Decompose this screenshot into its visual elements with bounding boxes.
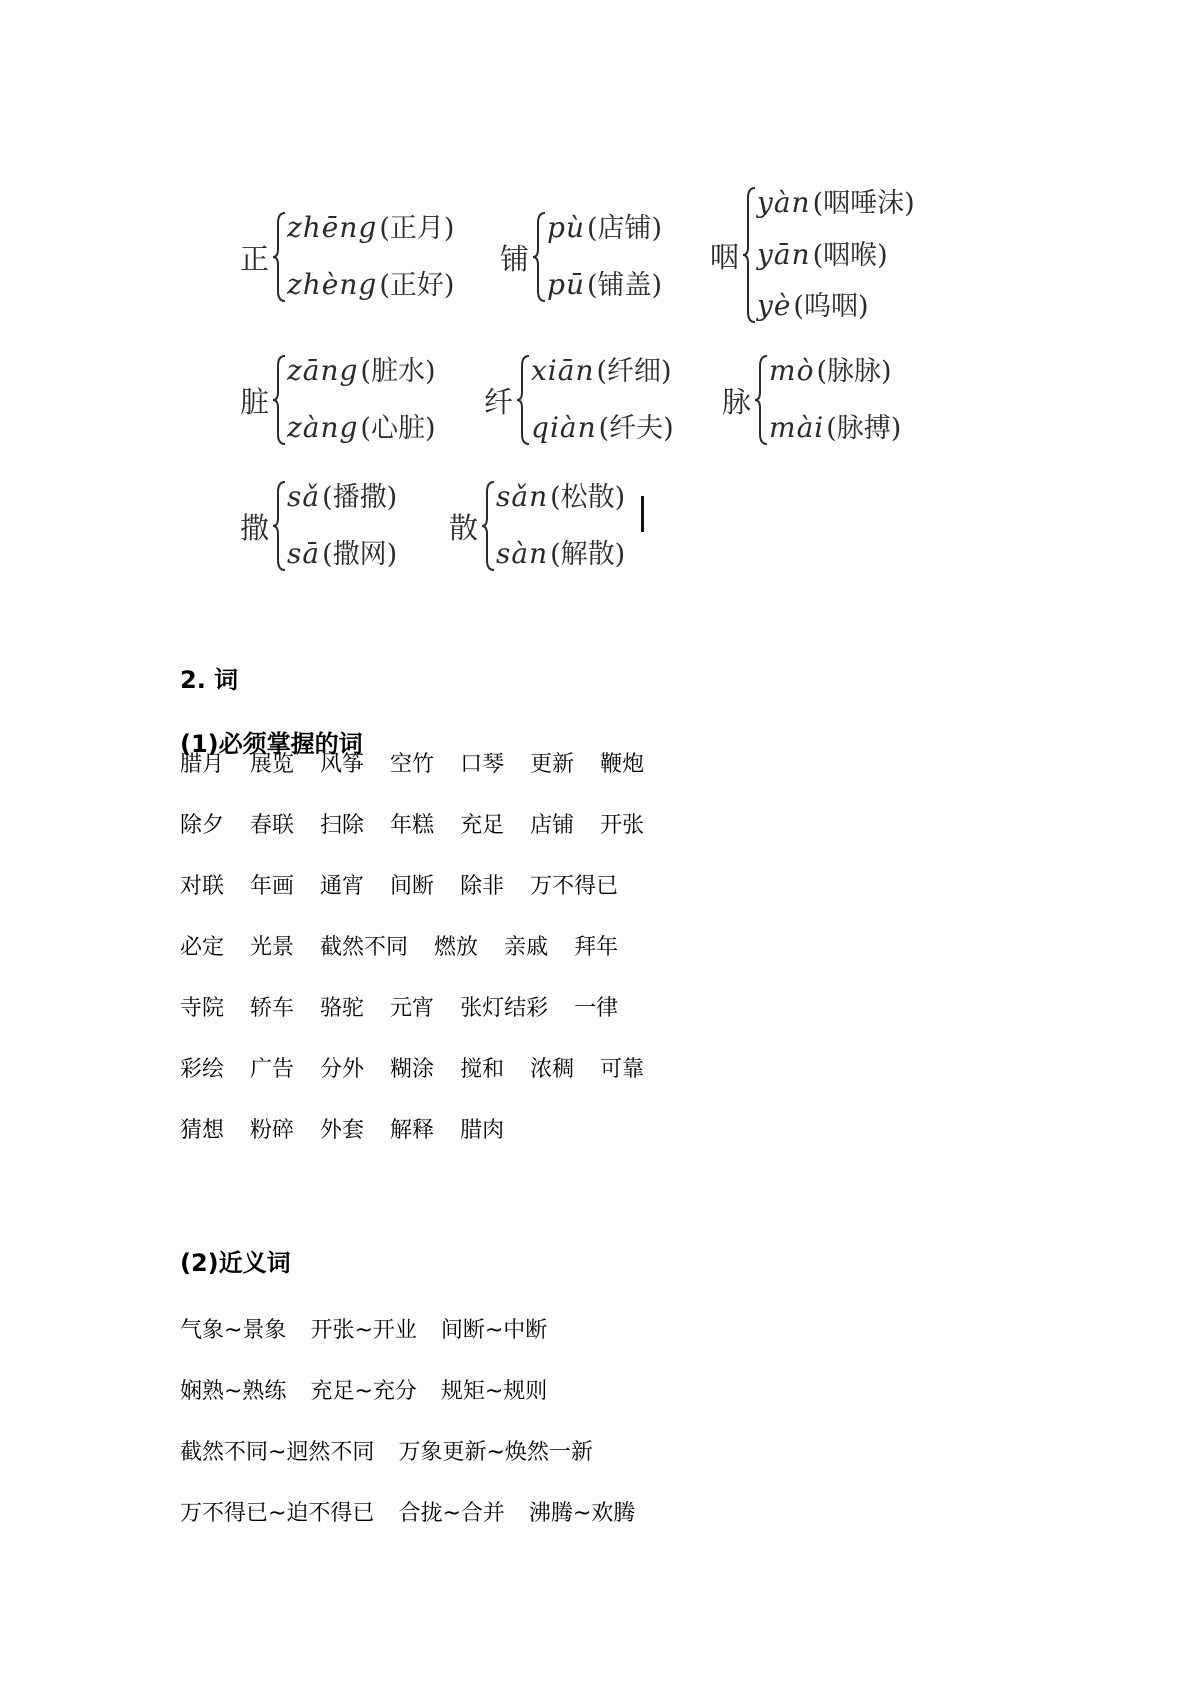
reading-item bbox=[287, 211, 454, 246]
word: 风筝 bbox=[320, 752, 365, 777]
pinyin: sā bbox=[287, 537, 321, 570]
subsection-title-must-know: (1)必须掌握的词 bbox=[180, 730, 363, 758]
word: 除夕 bbox=[180, 813, 225, 838]
word: 外套 bbox=[320, 1118, 365, 1143]
example-word: (松散) bbox=[550, 482, 626, 513]
word-row bbox=[180, 808, 670, 839]
word: 燃放 bbox=[434, 935, 479, 960]
brace-icon bbox=[480, 480, 496, 572]
polyphonic-group bbox=[710, 186, 915, 324]
word: 截然不同 bbox=[320, 935, 409, 960]
word: 解释 bbox=[390, 1118, 435, 1143]
reading-list bbox=[287, 480, 397, 572]
brace-icon bbox=[531, 211, 547, 303]
synonym-pair: 沸腾~欢腾 bbox=[528, 1501, 636, 1526]
pinyin: mò bbox=[769, 354, 815, 387]
word: 扫除 bbox=[320, 813, 365, 838]
synonym-row bbox=[180, 1313, 571, 1344]
pinyin: zhèng bbox=[287, 268, 378, 301]
reading-item bbox=[531, 354, 674, 389]
polyphonic-group bbox=[449, 480, 625, 572]
word: 鞭炮 bbox=[600, 752, 645, 777]
pinyin: yān bbox=[757, 237, 811, 271]
pinyin: qiàn bbox=[531, 411, 597, 444]
polyphonic-char: 脏 bbox=[240, 384, 270, 419]
synonym-pair: 充足~充分 bbox=[310, 1379, 417, 1404]
pinyin: pù bbox=[547, 211, 585, 244]
word: 腊月 bbox=[180, 752, 225, 777]
example-word: (播撒) bbox=[322, 482, 398, 513]
pinyin: sǎ bbox=[287, 480, 321, 513]
word: 可靠 bbox=[600, 1057, 645, 1082]
synonym-pair: 截然不同~迥然不同 bbox=[180, 1440, 375, 1465]
synonym-pair: 规矩~规则 bbox=[440, 1379, 548, 1404]
reading-item bbox=[769, 354, 901, 389]
word: 分外 bbox=[320, 1057, 365, 1082]
reading-list bbox=[287, 211, 454, 303]
word: 拜年 bbox=[574, 935, 619, 960]
pinyin: pū bbox=[547, 268, 585, 301]
word: 间断 bbox=[390, 874, 435, 899]
pinyin: zāng bbox=[287, 354, 359, 387]
example-word: (撒网) bbox=[322, 539, 398, 570]
synonym-pair: 间断~中断 bbox=[440, 1318, 548, 1343]
example-word: (纤夫) bbox=[598, 413, 674, 444]
example-word: (咽唾沫) bbox=[812, 188, 915, 219]
example-word: (正月) bbox=[379, 213, 455, 244]
reading-item bbox=[547, 268, 662, 303]
word: 通宵 bbox=[320, 874, 365, 899]
reading-item bbox=[757, 289, 915, 324]
pinyin: yàn bbox=[757, 186, 811, 219]
brace-icon bbox=[271, 354, 287, 446]
word-row bbox=[180, 930, 644, 961]
reading-item bbox=[287, 354, 435, 389]
word: 除非 bbox=[460, 874, 505, 899]
polyphonic-group bbox=[240, 354, 436, 446]
polyphonic-group bbox=[484, 354, 674, 446]
brace-icon bbox=[741, 186, 757, 324]
pinyin: zàng bbox=[287, 411, 359, 444]
word: 广告 bbox=[250, 1057, 295, 1082]
synonym-pair: 开张~开业 bbox=[310, 1318, 417, 1343]
reading-list bbox=[496, 480, 625, 572]
pinyin: sǎn bbox=[496, 480, 549, 513]
word-row bbox=[180, 1052, 670, 1083]
word: 张灯结彩 bbox=[460, 996, 549, 1021]
reading-list bbox=[531, 354, 674, 446]
reading-item bbox=[287, 537, 397, 572]
example-word: (店铺) bbox=[586, 213, 663, 244]
reading-item bbox=[769, 411, 901, 446]
word: 充足 bbox=[460, 813, 505, 838]
section-title-words: 2. 词 bbox=[180, 666, 239, 694]
polyphonic-char: 散 bbox=[449, 510, 479, 545]
synonym-pair: 万不得已~迫不得已 bbox=[180, 1501, 375, 1526]
synonym-row bbox=[180, 1496, 659, 1527]
pinyin: zhēng bbox=[287, 211, 378, 244]
word: 寺院 bbox=[180, 996, 225, 1021]
reading-list bbox=[769, 354, 901, 446]
word: 年画 bbox=[250, 874, 295, 899]
word: 年糕 bbox=[390, 813, 435, 838]
word: 搅和 bbox=[460, 1057, 505, 1082]
pinyin: yè bbox=[757, 289, 792, 322]
word: 轿车 bbox=[250, 996, 295, 1021]
polyphonic-group bbox=[500, 211, 662, 303]
brace-icon bbox=[271, 480, 287, 572]
word: 元宵 bbox=[390, 996, 435, 1021]
word-row bbox=[180, 747, 670, 778]
word: 粉碎 bbox=[250, 1118, 295, 1143]
word: 对联 bbox=[180, 874, 225, 899]
word: 店铺 bbox=[530, 813, 575, 838]
word: 浓稠 bbox=[530, 1057, 575, 1082]
word-row bbox=[180, 1113, 530, 1144]
text-cursor bbox=[641, 496, 644, 532]
polyphonic-group bbox=[240, 211, 454, 303]
word: 腊肉 bbox=[460, 1118, 505, 1143]
word: 骆驼 bbox=[320, 996, 365, 1021]
synonym-pair: 合拢~合并 bbox=[398, 1501, 505, 1526]
subsection-title-synonyms: (2)近义词 bbox=[180, 1249, 291, 1277]
reading-item bbox=[287, 411, 435, 446]
example-word: (脉脉) bbox=[816, 356, 892, 387]
word: 糊涂 bbox=[390, 1057, 435, 1082]
word: 春联 bbox=[250, 813, 295, 838]
word: 更新 bbox=[530, 752, 575, 777]
reading-item bbox=[531, 411, 674, 446]
word: 口琴 bbox=[460, 752, 505, 777]
reading-item bbox=[757, 186, 915, 221]
word: 亲戚 bbox=[504, 935, 549, 960]
word-row bbox=[180, 869, 644, 900]
word: 开张 bbox=[600, 813, 645, 838]
word: 空竹 bbox=[390, 752, 435, 777]
polyphonic-char: 纤 bbox=[484, 384, 514, 419]
synonym-row bbox=[180, 1374, 571, 1405]
example-word: (咽喉) bbox=[812, 239, 888, 271]
word: 光景 bbox=[250, 935, 295, 960]
pinyin: xiān bbox=[531, 354, 595, 387]
reading-item bbox=[496, 537, 625, 572]
word: 一律 bbox=[574, 996, 619, 1021]
polyphonic-char: 脉 bbox=[722, 384, 752, 419]
reading-list bbox=[287, 354, 435, 446]
word: 彩绘 bbox=[180, 1057, 225, 1082]
synonym-row bbox=[180, 1435, 617, 1466]
example-word: (正好) bbox=[379, 270, 455, 301]
word-row bbox=[180, 991, 644, 1022]
brace-icon bbox=[515, 354, 531, 446]
word: 必定 bbox=[180, 935, 225, 960]
polyphonic-char: 撒 bbox=[240, 510, 270, 545]
pinyin: mài bbox=[769, 411, 825, 444]
reading-item bbox=[496, 480, 625, 515]
word: 万不得已 bbox=[530, 874, 619, 899]
reading-item bbox=[757, 238, 915, 273]
brace-icon bbox=[271, 211, 287, 303]
example-word: (呜咽) bbox=[793, 291, 869, 322]
reading-list bbox=[757, 186, 915, 324]
reading-item bbox=[547, 211, 662, 246]
word: 展览 bbox=[250, 752, 295, 777]
example-word: (心脏) bbox=[360, 413, 436, 444]
example-word: (解散) bbox=[550, 539, 626, 570]
example-word: (铺盖) bbox=[586, 270, 663, 301]
example-word: (脏水) bbox=[360, 356, 436, 387]
reading-item bbox=[287, 480, 397, 515]
polyphonic-group bbox=[722, 354, 901, 446]
polyphonic-char: 铺 bbox=[500, 241, 530, 276]
polyphonic-char: 正 bbox=[240, 241, 270, 276]
synonym-pair: 气象~景象 bbox=[180, 1318, 287, 1343]
brace-icon bbox=[753, 354, 769, 446]
polyphonic-char: 咽 bbox=[710, 239, 740, 274]
polyphonic-group bbox=[240, 480, 397, 572]
example-word: (纤细) bbox=[596, 356, 672, 387]
reading-list bbox=[547, 211, 662, 303]
synonym-pair: 万象更新~焕然一新 bbox=[398, 1440, 593, 1465]
synonym-pair: 娴熟~熟练 bbox=[180, 1379, 287, 1404]
word: 猜想 bbox=[180, 1118, 225, 1143]
example-word: (脉搏) bbox=[826, 413, 902, 444]
pinyin: sàn bbox=[496, 537, 549, 570]
reading-item bbox=[287, 268, 454, 303]
